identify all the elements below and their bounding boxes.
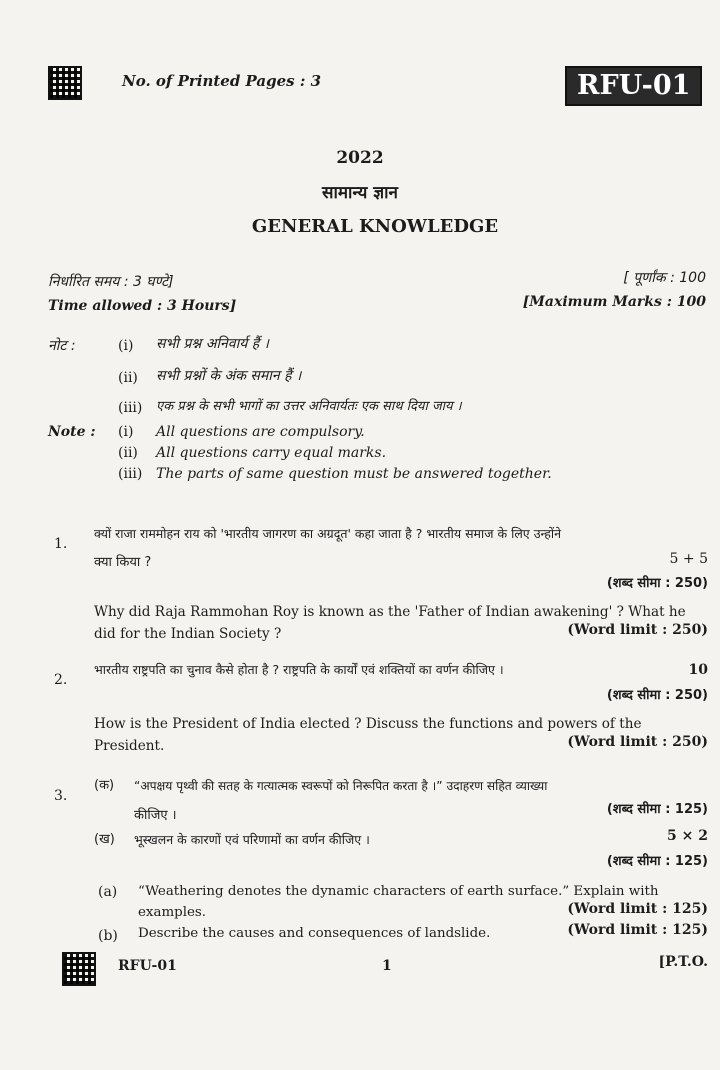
q2-limit-hindi: (शब्द सीमा : 250) <box>606 688 708 703</box>
note-hindi-text-3: एक प्रश्न के सभी भागों का उत्तर अनिवार्यतः एक साथ दिया जाय । <box>156 399 462 414</box>
q1-hindi-line1: क्यों राजा राममोहन राय को 'भारतीय जागरण का अग्रदूत' कहा जाता है ? भारतीय समाज के लिए उन्होंने <box>94 526 562 541</box>
q2-marks: 10 <box>688 662 708 678</box>
note-hindi-text-2: सभी प्रश्नों के अंक समान हैं । <box>156 368 302 384</box>
q2-number: 2. <box>54 672 68 688</box>
note-english-num-3: (iii) <box>118 466 143 482</box>
note-english-num-2: (ii) <box>118 445 138 461</box>
q3-a-english-label: (a) <box>98 884 118 900</box>
q3-a-english-line1: “Weathering denotes the dynamic characters of earth surface.” Explain with <box>138 884 659 899</box>
paper-code-badge: RFU-01 <box>565 66 702 106</box>
q3-a-hindi-line1: “अपक्षय पृथ्वी की सतह के गत्यात्मक स्वरूपों को निरूपित करता है ।” उदाहरण सहित व्याख्या <box>134 779 548 793</box>
q3-b-limit-hindi: (शब्द सीमा : 125) <box>606 854 708 869</box>
q2-limit-english: (Word limit : 250) <box>567 734 708 750</box>
time-english: Time allowed : 3 Hours] <box>48 298 237 314</box>
q1-english-line1: Why did Raja Rammohan Roy is known as the 'Father of Indian awakening' ? What he <box>94 604 686 620</box>
note-english-text-1: All questions are compulsory. <box>156 424 365 440</box>
q3-number: 3. <box>54 788 68 804</box>
q3-b-hindi-label: (ख) <box>94 832 115 847</box>
time-hindi: निर्धारित समय : 3 घण्टे] <box>48 274 174 290</box>
exam-year: 2022 <box>336 148 384 168</box>
note-english-num-1: (i) <box>118 424 134 440</box>
marks-english: [Maximum Marks : 100 <box>522 294 706 310</box>
page-number: 1 <box>382 958 392 974</box>
q3-b-english: Describe the causes and consequences of landslide. <box>138 926 491 941</box>
note-english-label: Note : <box>48 424 96 440</box>
q1-number: 1. <box>54 536 68 552</box>
q3-a-hindi-label: (क) <box>94 778 115 793</box>
footer-code: RFU-01 <box>118 958 177 974</box>
q1-limit-english: (Word limit : 250) <box>567 622 708 638</box>
q1-marks: 5 + 5 <box>669 551 708 567</box>
note-english-text-3: The parts of same question must be answered together. <box>156 466 552 482</box>
marks-hindi: [ पूर्णांक : 100 <box>623 270 706 286</box>
q3-b-english-label: (b) <box>98 928 118 944</box>
note-hindi-num-1: (i) <box>118 338 134 354</box>
q1-limit-hindi: (शब्द सीमा : 250) <box>606 576 708 591</box>
q3-a-english-line2: examples. <box>138 905 207 920</box>
note-hindi-text-1: सभी प्रश्न अनिवार्य हैं । <box>156 336 269 352</box>
q2-english-line2: President. <box>94 738 165 754</box>
qr-code-icon <box>48 66 82 100</box>
q2-english-line1: How is the President of India elected ? Discuss the functions and powers of the <box>94 716 642 732</box>
q3-b-limit-english: (Word limit : 125) <box>567 922 708 938</box>
title-english: GENERAL KNOWLEDGE <box>251 216 499 237</box>
q2-hindi: भारतीय राष्ट्रपति का चुनाव कैसे होता है ? राष्ट्रपति के कार्यों एवं शक्तियों का वर्णन कीजिए । <box>94 662 504 677</box>
note-hindi-num-3: (iii) <box>118 400 143 416</box>
q3-b-hindi: भूस्खलन के कारणों एवं परिणामों का वर्णन कीजिए । <box>134 832 370 847</box>
q1-hindi-line2: क्या किया ? <box>94 555 152 570</box>
note-hindi-label: नोट : <box>48 338 76 354</box>
q1-english-line2: did for the Indian Society ? <box>94 626 282 642</box>
printed-pages: No. of Printed Pages : 3 <box>122 72 322 90</box>
title-hindi: सामान्य ज्ञान <box>322 183 398 203</box>
q3-a-hindi-line2: कीजिए । <box>134 808 177 823</box>
q3-a-limit-hindi: (शब्द सीमा : 125) <box>606 802 708 817</box>
note-english-text-2: All questions carry equal marks. <box>156 445 387 461</box>
note-hindi-num-2: (ii) <box>118 370 138 386</box>
q3-marks: 5 × 2 <box>667 828 708 844</box>
footer-qr-code-icon <box>62 952 96 986</box>
q3-a-limit-english: (Word limit : 125) <box>567 901 708 917</box>
pto-label: [P.T.O. <box>658 954 708 970</box>
